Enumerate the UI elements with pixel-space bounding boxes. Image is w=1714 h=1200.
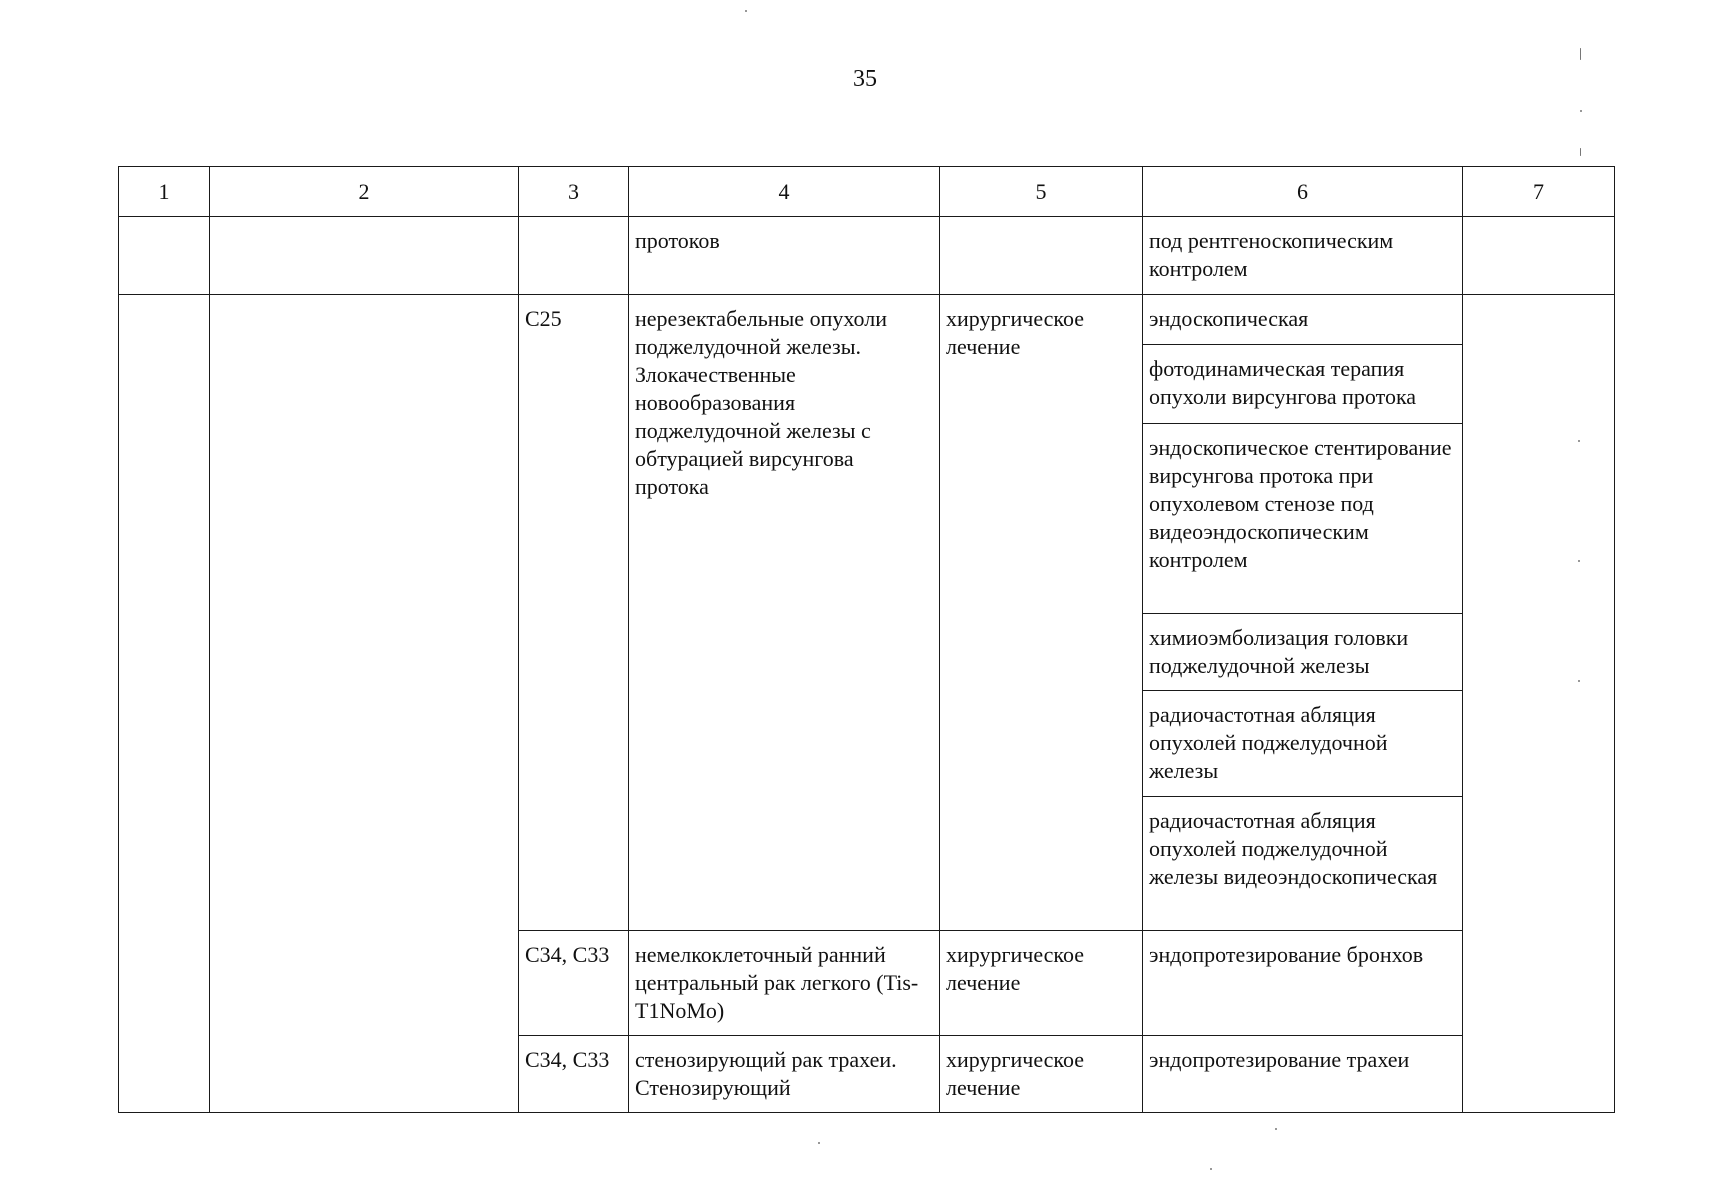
medical-procedures-table [118,166,1615,1113]
treatment-cell: хирургическое лечение [940,1036,1143,1113]
table-cell [1463,217,1615,295]
table-cell [940,217,1143,295]
code-cell: C25 [519,295,629,931]
column-header: 4 [629,167,940,217]
table-cell [119,217,210,295]
scan-speck [1580,48,1581,60]
table-cell [519,217,629,295]
treatment-cell: хирургическое лечение [940,295,1143,931]
method-cell: эндопротезирование бронхов [1143,931,1463,1036]
diagnosis-cell: нерезектабельные опухоли поджелудочной железы. Злокачественные новообразования поджелудочной железы с обтурацией вирсунгова протока [629,295,940,931]
scan-speck [1578,680,1580,682]
scan-speck [1578,440,1580,442]
table-cell [210,217,519,295]
method-cell: химиоэмболизация головки поджелудочной железы [1143,614,1463,691]
column-header: 3 [519,167,629,217]
column-number-row [119,167,1615,217]
method-cell: под рентгеноскопическим контролем [1143,217,1463,295]
column-header: 1 [119,167,210,217]
column-header: 2 [210,167,519,217]
scan-speck [1578,560,1580,562]
scan-speck [745,10,747,12]
column-header: 5 [940,167,1143,217]
table-cell [1463,295,1615,1113]
scan-speck [818,1142,820,1144]
column-header: 7 [1463,167,1615,217]
diagnosis-cell: немелкоклеточный ранний центральный рак легкого (Tis-T1NoMo) [629,931,940,1036]
table-cell [210,295,519,1113]
method-cell: радиочастотная абляция опухолей поджелудочной железы видеоэндоскопическая [1143,797,1463,931]
method-cell: радиочастотная абляция опухолей поджелудочной железы [1143,691,1463,797]
scan-speck [1275,1128,1277,1130]
method-cell: эндопротезирование трахеи [1143,1036,1463,1113]
method-cell: эндоскопическое стентирование вирсунгова протока при опухолевом стенозе под видеоэндоскопическим контролем [1143,424,1463,614]
method-cell: эндоскопическая [1143,295,1463,345]
continuation-row [119,217,1615,295]
treatment-cell: хирургическое лечение [940,931,1143,1036]
diagnosis-cell: протоков [629,217,940,295]
page-number: 35 [853,66,877,92]
code-cell: C34, C33 [519,931,629,1036]
table-cell [119,295,210,1113]
scan-speck [1580,148,1581,156]
diagnosis-cell: стенозирующий рак трахеи. Стенозирующий [629,1036,940,1113]
code-cell: C34, C33 [519,1036,629,1113]
scan-speck [1580,110,1582,112]
table-row [119,295,1615,345]
scan-speck [1210,1168,1212,1170]
column-header: 6 [1143,167,1463,217]
method-cell: фотодинамическая терапия опухоли вирсунгова протока [1143,345,1463,424]
